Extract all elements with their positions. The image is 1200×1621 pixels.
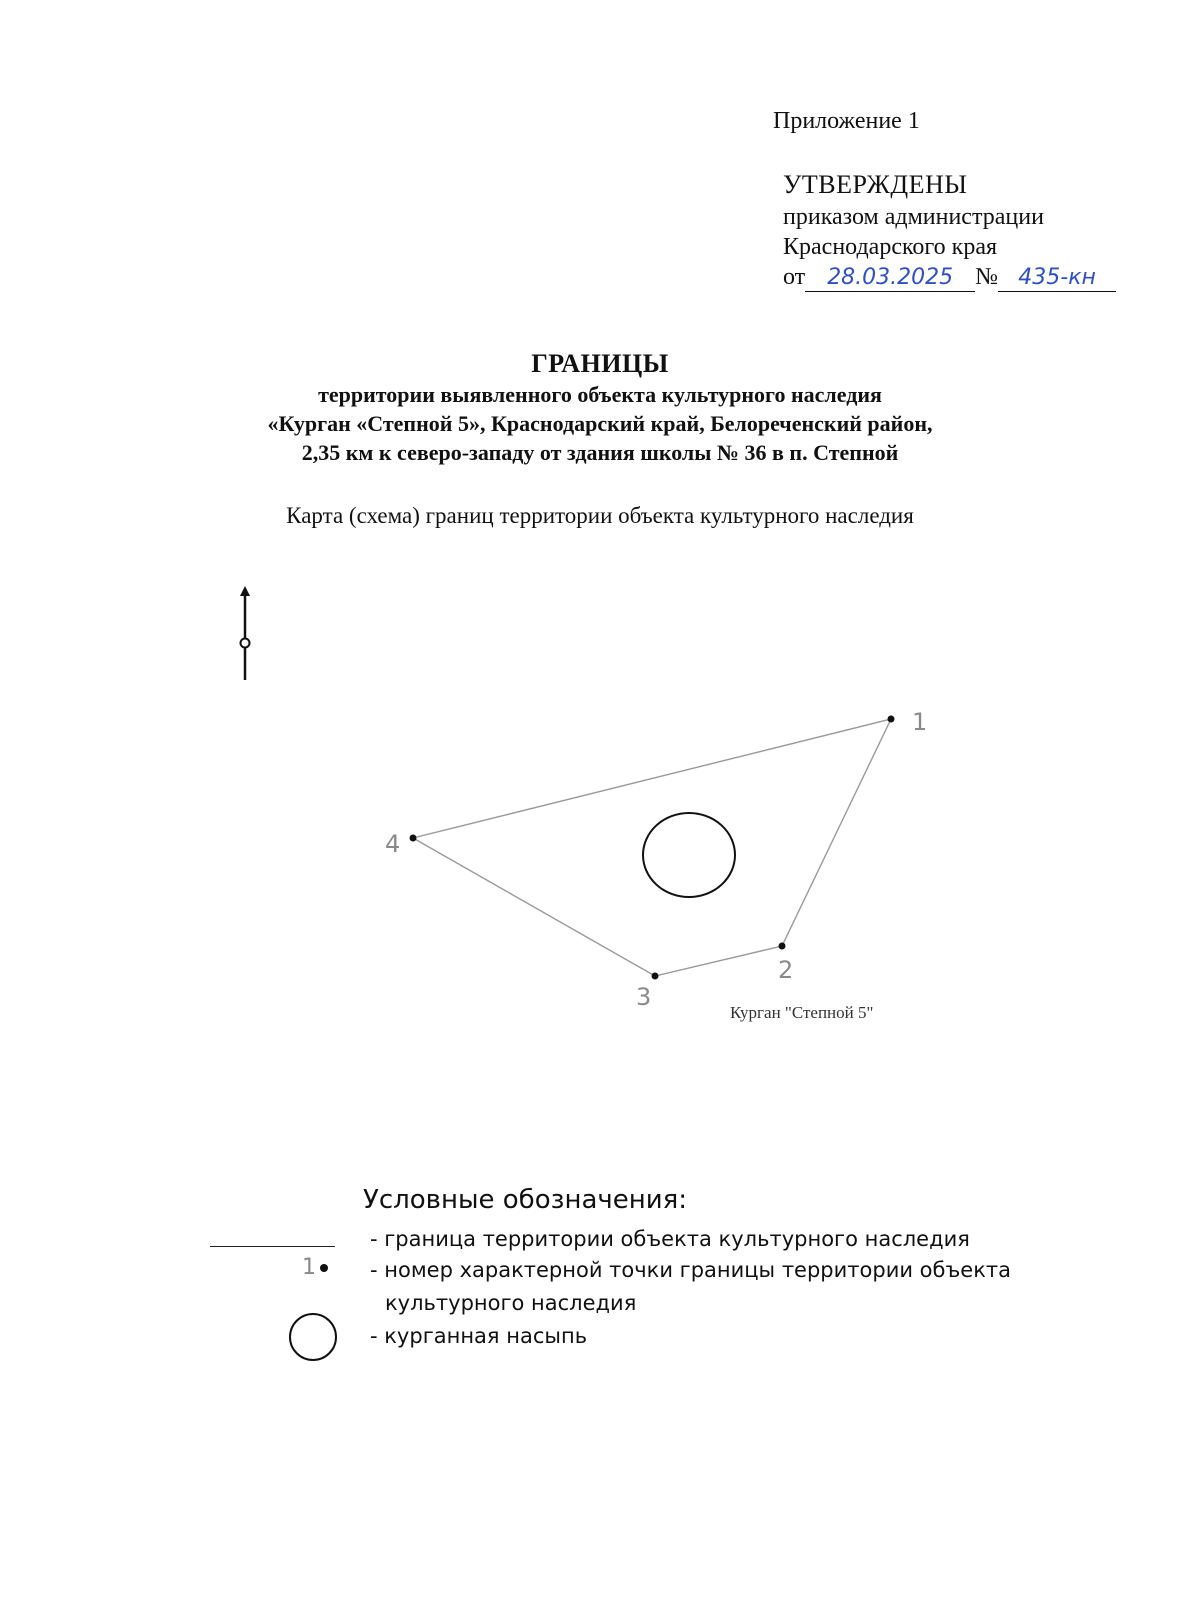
- north-arrow-icon: [240, 586, 250, 680]
- legend-mound-circle-icon: [289, 1313, 337, 1361]
- date-prefix: от: [783, 264, 806, 290]
- boundary-map-svg: [0, 580, 1200, 1040]
- legend-mound-text: - курганная насыпь: [370, 1324, 588, 1348]
- order-date-handwritten: 28.03.2025: [805, 265, 975, 292]
- title-line-3: 2,35 км к северо-западу от здания школы № 36 в п. Степной: [301, 440, 899, 465]
- legend-boundary-text: - граница территории объекта культурного наследия: [370, 1227, 970, 1251]
- point-label-3: 3: [636, 983, 652, 1011]
- legend-point-text-1: - номер характерной точки границы территории объекта: [370, 1258, 1012, 1282]
- number-sign: №: [975, 264, 999, 290]
- point-label-2: 2: [778, 956, 794, 984]
- legend-point-number: 1: [302, 1255, 316, 1280]
- approval-by-order: приказом администрации: [783, 204, 1044, 230]
- mound-circle: [643, 813, 735, 897]
- point-label-4: 4: [385, 830, 401, 858]
- legend-point-text-2: культурного наследия: [385, 1291, 637, 1315]
- legend-point-symbol: [302, 1255, 328, 1280]
- boundary-point-2: [779, 943, 786, 950]
- legend-boundary-line-icon: [210, 1246, 335, 1247]
- map-caption: Карта (схема) границ территории объекта культурного наследия: [286, 503, 914, 528]
- approval-order-text: [783, 202, 1044, 262]
- title-line-1: территории выявленного объекта культурного наследия: [318, 382, 882, 407]
- document-title: [0, 348, 1200, 467]
- boundary-point-4: [410, 835, 417, 842]
- boundary-point-3: [652, 973, 659, 980]
- approval-region: Краснодарского края: [783, 234, 998, 260]
- boundary-point-1: [888, 716, 895, 723]
- order-reference: [783, 264, 1116, 292]
- appendix-label: Приложение 1: [773, 108, 920, 134]
- title-main: ГРАНИЦЫ: [531, 349, 669, 378]
- order-number-handwritten: 435-кн: [998, 265, 1116, 292]
- boundary-map: [0, 580, 1200, 1040]
- approved-heading: УТВЕРЖДЕНЫ: [783, 170, 968, 199]
- territory-boundary: [413, 719, 891, 976]
- object-label: Курган "Степной 5": [730, 1003, 874, 1022]
- point-dot-icon: [320, 1264, 328, 1272]
- legend-title: Условные обозначения:: [363, 1185, 688, 1215]
- title-line-2: «Курган «Степной 5», Краснодарский край, Белореченский район,: [267, 411, 933, 436]
- point-label-1: 1: [912, 708, 928, 736]
